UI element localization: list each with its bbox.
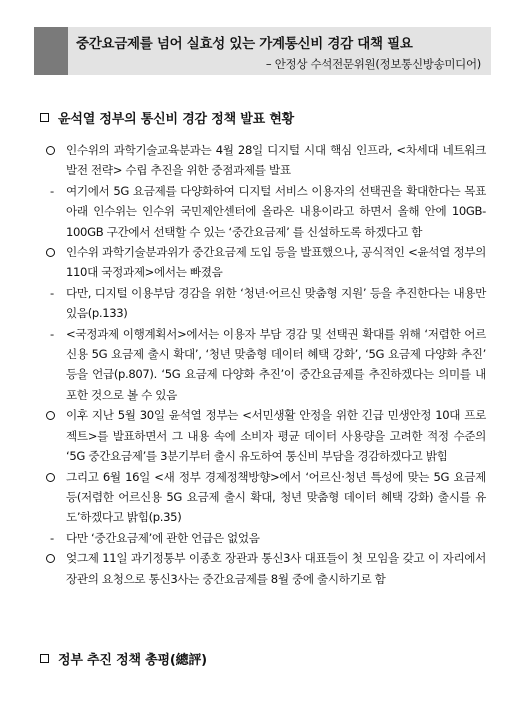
- section-title: 윤석열 정부의 통신비 경감 정책 발표 현황: [58, 112, 295, 127]
- section-heading-policy-status: [40, 108, 294, 127]
- square-bullet-icon: [40, 113, 49, 122]
- sub-bullet-paragraph: [50, 181, 486, 242]
- paragraph-text: 이후 지난 5월 30일 윤석열 정부는 <서민생활 안정을 위한 긴급 민생안정 10대 프로젝트>를 발표하면서 그 내용 속에 소비자 평균 데이터 사용량을 고려한 적정 수준의 ‘5G 중간요금제’를 3분기부터 출시 유도하여 통신비 부담을 경감하겠다고 밝힘: [66, 408, 486, 464]
- paragraph-text: 엊그제 11일 과기정통부 이종호 장관과 통신3사 대표들이 첫 모임을 갖고 이 자리에서 장관의 요청으로 통신3사는 중간요금제를 8월 중에 출시하기로 함: [66, 551, 486, 586]
- sub-bullet-paragraph: [50, 528, 486, 548]
- paragraph-text: 그리고 6월 16일 <새 정부 경제정책방향>에서 ‘어르신·청년 특성에 맞는 5G 요금제 등(저렴한 어르신용 5G 요금제 출시 확대, 청년 맞춤형 데이터 혜택 강화) 출시를 유도’하겠다고 밝힘(p.35): [66, 469, 486, 525]
- square-bullet-icon: [40, 654, 49, 663]
- bullet-paragraph: [66, 405, 486, 466]
- section-title: 정부 추진 정책 총평(總評): [58, 653, 207, 668]
- circle-bullet-icon: [46, 146, 55, 155]
- paragraph-text: 인수위 과학기술분과위가 중간요금제 도입 등을 발표했으나, 공식적인 <윤석열 정부의 110대 국정과제>에서는 빠졌음: [66, 245, 486, 280]
- dash-bullet: -: [50, 285, 54, 300]
- circle-bullet-icon: [46, 248, 55, 257]
- circle-bullet-icon: [46, 554, 55, 563]
- circle-bullet-icon: [46, 140, 55, 161]
- circle-bullet-icon: [46, 548, 55, 569]
- paragraph-text: 다만 ‘중간요금제’에 관한 언급은 없었음: [66, 530, 260, 545]
- circle-bullet-icon: [46, 242, 55, 263]
- document-title: 중간요금제를 넘어 실효성 있는 가계통신비 경감 대책 필요: [76, 36, 413, 52]
- circle-bullet-icon: [46, 467, 55, 488]
- title-banner: [34, 27, 491, 75]
- paragraph-text: 다만, 디지털 이용부담 경감을 위한 ‘청년·어르신 맞춤형 지원’ 등을 추진한다는 내용만 있음(p.133): [66, 285, 486, 321]
- dash-bullet: -: [50, 183, 54, 198]
- paragraph-text: <국정과제 이행계획서>에서는 이용자 부담 경감 및 선택권 확대를 위해 ‘저렴한 어르신용 5G 요금제 출시 확대’, ‘청년 맞춤형 데이터 혜택 강화’, ‘5G 요금제 다양화 추진’ 등을 언급(p.807). ‘5G 요금제 다양화 추진’이 중간요금제를 추진하겠다는 의미를 내포한 것으로 볼 수 있음: [66, 326, 486, 402]
- dash-bullet: -: [50, 530, 54, 545]
- section-heading-review: [40, 649, 207, 668]
- circle-bullet-icon: [46, 405, 55, 426]
- document-body: [0, 140, 525, 589]
- paragraph-text: 인수위의 과학기술교육분과는 4월 28일 디지털 시대 핵심 인프라, <차세대 네트워크 발전 전략> 수립 추진을 위한 중점과제를 발표: [66, 143, 486, 178]
- title-accent-block: [34, 27, 68, 75]
- paragraph-text: 여기에서 5G 요금제를 다양화하여 디지털 서비스 이용자의 선택권을 확대한다는 목표 아래 인수위는 인수위 국민제안센터에 올라온 내용이라고 하면서 올해 안에 10GB-100GB 구간에서 선택할 수 있는 ‘중간요금제’ 를 신설하도록 하겠다고 함: [66, 183, 486, 239]
- bullet-paragraph: [66, 242, 486, 283]
- bullet-paragraph: [66, 548, 486, 589]
- circle-bullet-icon: [46, 473, 55, 482]
- dash-bullet: -: [50, 326, 54, 341]
- bullet-paragraph: [66, 467, 486, 528]
- bullet-paragraph: [66, 140, 486, 181]
- sub-bullet-paragraph: [50, 283, 486, 324]
- sub-bullet-paragraph: [50, 324, 486, 406]
- circle-bullet-icon: [46, 411, 55, 420]
- author-line: – 안정상 수석전문위원(정보통신방송미디어): [265, 57, 481, 71]
